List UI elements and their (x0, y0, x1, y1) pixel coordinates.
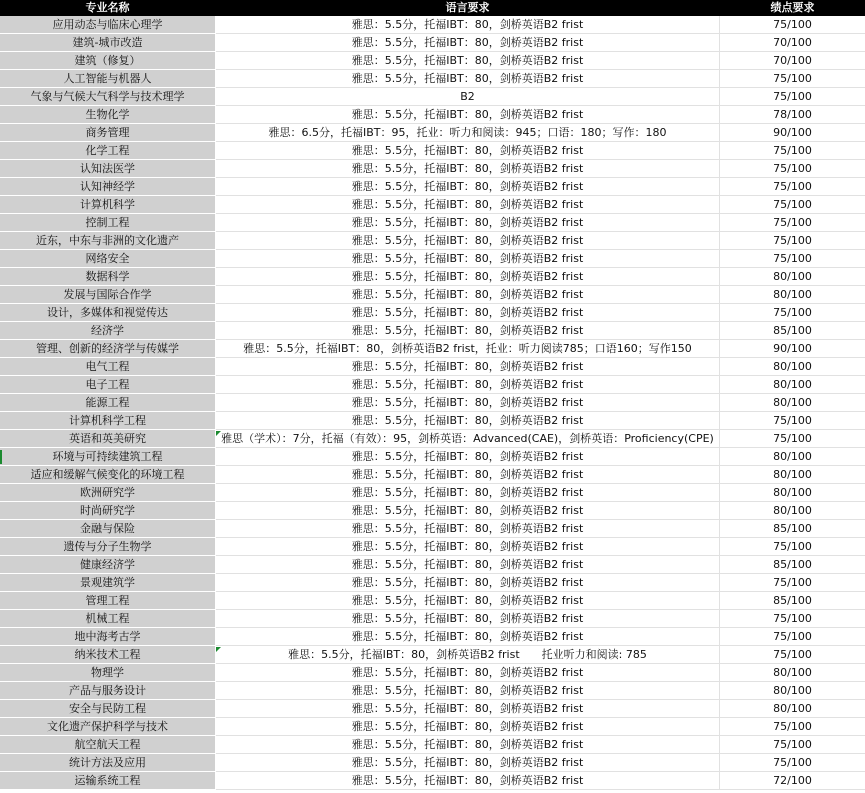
gpa-requirement-cell[interactable]: 75/100 (720, 430, 865, 448)
language-requirement-cell[interactable]: 雅思：5.5分，托福IBT：80，剑桥英语B2 frist (216, 250, 720, 268)
table-row (0, 34, 865, 52)
language-requirement-cell[interactable]: 雅思（学术）：7分，托福（有效）：95，剑桥英语：Advanced(CAE)，剑桥英语：Proficiency(CPE) (216, 430, 720, 448)
table-row (0, 556, 865, 574)
major-name-cell[interactable]: 安全与民防工程 (0, 700, 216, 718)
gpa-requirement-cell[interactable]: 75/100 (720, 538, 865, 556)
gpa-requirement-cell[interactable]: 75/100 (720, 628, 865, 646)
table-row (0, 538, 865, 556)
row-selection-marker (0, 450, 2, 464)
major-name-cell[interactable]: 文化遗产保护科学与技术 (0, 718, 216, 736)
comment-indicator-icon (216, 647, 221, 652)
major-name-cell[interactable]: 网络安全 (0, 250, 216, 268)
gpa-requirement-cell[interactable]: 80/100 (720, 268, 865, 286)
language-requirement-cell[interactable]: 雅思：5.5分，托福IBT：80，剑桥英语B2 frist (216, 178, 720, 196)
gpa-requirement-cell[interactable]: 80/100 (720, 682, 865, 700)
gpa-requirement-cell[interactable]: 75/100 (720, 232, 865, 250)
major-name-cell[interactable]: 管理、创新的经济学与传媒学 (0, 340, 216, 358)
table-row (0, 322, 865, 340)
language-requirement-cell[interactable]: 雅思：5.5分，托福IBT：80，剑桥英语B2 frist (216, 106, 720, 124)
language-requirement-cell[interactable]: 雅思：5.5分，托福IBT：80，剑桥英语B2 frist (216, 52, 720, 70)
table-row (0, 610, 865, 628)
gpa-requirement-cell[interactable]: 78/100 (720, 106, 865, 124)
table-row (0, 16, 865, 34)
gpa-requirement-cell[interactable]: 80/100 (720, 286, 865, 304)
major-name-cell[interactable]: 气象与气候大气科学与技术理学 (0, 88, 216, 106)
language-requirement-cell[interactable]: 雅思：5.5分，托福IBT：80，剑桥英语B2 frist (216, 16, 720, 34)
gpa-requirement-cell[interactable]: 75/100 (720, 736, 865, 754)
gpa-requirement-cell[interactable]: 85/100 (720, 556, 865, 574)
gpa-requirement-cell[interactable]: 80/100 (720, 376, 865, 394)
major-name-cell[interactable]: 遗传与分子生物学 (0, 538, 216, 556)
gpa-requirement-cell[interactable]: 85/100 (720, 322, 865, 340)
table-row (0, 520, 865, 538)
language-requirement-cell[interactable]: 雅思：5.5分，托福IBT：80，剑桥英语B2 frist (216, 34, 720, 52)
table-row (0, 124, 865, 142)
gpa-requirement-cell[interactable]: 80/100 (720, 448, 865, 466)
language-requirement-cell[interactable]: 雅思：5.5分，托福IBT：80，剑桥英语B2 frist，托业：听力阅读785；口语160；写作150 (216, 340, 720, 358)
table-row (0, 268, 865, 286)
major-name-cell[interactable]: 建筑-城市改造 (0, 34, 216, 52)
major-name-cell[interactable]: 环境与可持续建筑工程 (0, 448, 216, 466)
table-row (0, 250, 865, 268)
major-name-cell[interactable]: 纳米技术工程 (0, 646, 216, 664)
language-requirement-cell[interactable]: 雅思：5.5分，托福IBT：80，剑桥英语B2 frist (216, 268, 720, 286)
language-requirement-cell[interactable]: 雅思：5.5分，托福IBT：80，剑桥英语B2 frist (216, 682, 720, 700)
major-name-cell[interactable]: 认知神经学 (0, 178, 216, 196)
gpa-requirement-cell[interactable]: 80/100 (720, 484, 865, 502)
major-name-cell[interactable]: 机械工程 (0, 610, 216, 628)
language-requirement-cell[interactable]: 雅思：5.5分，托福IBT：80，剑桥英语B2 frist (216, 484, 720, 502)
major-name-cell[interactable]: 计算机科学 (0, 196, 216, 214)
gpa-requirement-cell[interactable]: 75/100 (720, 142, 865, 160)
language-requirement-cell[interactable]: 雅思：5.5分，托福IBT：80，剑桥英语B2 frist (216, 376, 720, 394)
language-requirement-cell[interactable]: 雅思：5.5分，托福IBT：80，剑桥英语B2 frist (216, 574, 720, 592)
table-row (0, 448, 865, 466)
table-row (0, 754, 865, 772)
table-row (0, 178, 865, 196)
language-requirement-cell[interactable]: 雅思：5.5分，托福IBT：80，剑桥英语B2 frist (216, 736, 720, 754)
language-requirement-cell[interactable]: 雅思：5.5分，托福IBT：80，剑桥英语B2 frist (216, 772, 720, 790)
gpa-requirement-cell[interactable]: 70/100 (720, 34, 865, 52)
language-requirement-cell[interactable]: 雅思：5.5分，托福IBT：80，剑桥英语B2 frist (216, 304, 720, 322)
gpa-requirement-cell[interactable]: 75/100 (720, 214, 865, 232)
major-name-cell[interactable]: 建筑（修复） (0, 52, 216, 70)
header-row (0, 0, 865, 16)
language-requirement-cell[interactable]: 雅思：5.5分，托福IBT：80，剑桥英语B2 frist (216, 700, 720, 718)
gpa-requirement-cell[interactable]: 75/100 (720, 718, 865, 736)
major-name-cell[interactable]: 运输系统工程 (0, 772, 216, 790)
major-name-cell[interactable]: 管理工程 (0, 592, 216, 610)
table-row (0, 430, 865, 448)
major-name-cell[interactable]: 商务管理 (0, 124, 216, 142)
major-name-cell[interactable]: 健康经济学 (0, 556, 216, 574)
language-requirement-cell[interactable]: 雅思：5.5分，托福IBT：80，剑桥英语B2 frist (216, 502, 720, 520)
major-name-cell[interactable]: 时尚研究学 (0, 502, 216, 520)
gpa-requirement-cell[interactable]: 80/100 (720, 466, 865, 484)
header-name[interactable]: 专业名称 (0, 0, 216, 16)
gpa-requirement-cell[interactable]: 75/100 (720, 88, 865, 106)
table-row (0, 412, 865, 430)
major-name-cell[interactable]: 物理学 (0, 664, 216, 682)
gpa-requirement-cell[interactable]: 75/100 (720, 160, 865, 178)
table-row (0, 106, 865, 124)
gpa-requirement-cell[interactable]: 75/100 (720, 196, 865, 214)
gpa-requirement-cell[interactable]: 75/100 (720, 70, 865, 88)
gpa-requirement-cell[interactable]: 75/100 (720, 574, 865, 592)
gpa-requirement-cell[interactable]: 80/100 (720, 502, 865, 520)
major-name-cell[interactable]: 计算机科学工程 (0, 412, 216, 430)
gpa-requirement-cell[interactable]: 75/100 (720, 178, 865, 196)
major-name-cell[interactable]: 地中海考古学 (0, 628, 216, 646)
major-name-cell[interactable]: 电气工程 (0, 358, 216, 376)
major-name-cell[interactable]: 英语和英美研究 (0, 430, 216, 448)
table-row (0, 88, 865, 106)
major-name-cell[interactable]: 生物化学 (0, 106, 216, 124)
major-name-cell[interactable]: 认知法医学 (0, 160, 216, 178)
major-name-cell[interactable]: 应用动态与临床心理学 (0, 16, 216, 34)
gpa-requirement-cell[interactable]: 80/100 (720, 358, 865, 376)
language-requirement-cell[interactable]: 雅思：5.5分，托福IBT：80，剑桥英语B2 frist (216, 160, 720, 178)
header-language[interactable]: 语言要求 (216, 0, 720, 16)
major-name-cell[interactable]: 人工智能与机器人 (0, 70, 216, 88)
major-name-cell[interactable]: 统计方法及应用 (0, 754, 216, 772)
language-requirement-cell[interactable]: 雅思：5.5分，托福IBT：80，剑桥英语B2 frist 托业听力和阅读: 785 (216, 646, 720, 664)
table-row (0, 214, 865, 232)
table-row (0, 736, 865, 754)
table-body (0, 16, 865, 790)
major-name-cell[interactable]: 控制工程 (0, 214, 216, 232)
language-requirement-cell[interactable]: 雅思：5.5分，托福IBT：80，剑桥英语B2 frist (216, 142, 720, 160)
table-row (0, 142, 865, 160)
major-name-cell[interactable]: 能源工程 (0, 394, 216, 412)
table-row (0, 574, 865, 592)
table-row (0, 358, 865, 376)
major-name-cell[interactable]: 发展与国际合作学 (0, 286, 216, 304)
language-requirement-cell[interactable]: 雅思：5.5分，托福IBT：80，剑桥英语B2 frist (216, 412, 720, 430)
gpa-requirement-cell[interactable]: 70/100 (720, 52, 865, 70)
major-name-cell[interactable]: 设计，多媒体和视觉传达 (0, 304, 216, 322)
gpa-requirement-cell[interactable]: 75/100 (720, 412, 865, 430)
table-row (0, 700, 865, 718)
gpa-requirement-cell[interactable]: 72/100 (720, 772, 865, 790)
table-row (0, 502, 865, 520)
table-row (0, 160, 865, 178)
language-requirement-cell[interactable]: 雅思：5.5分，托福IBT：80，剑桥英语B2 frist (216, 520, 720, 538)
table-row (0, 70, 865, 88)
major-name-cell[interactable]: 化学工程 (0, 142, 216, 160)
table-row (0, 664, 865, 682)
header-gpa[interactable]: 绩点要求 (720, 0, 865, 16)
language-requirement-cell[interactable]: B2 (216, 88, 720, 106)
gpa-requirement-cell[interactable]: 80/100 (720, 664, 865, 682)
table-row (0, 232, 865, 250)
major-name-cell[interactable]: 产品与服务设计 (0, 682, 216, 700)
gpa-requirement-cell[interactable]: 80/100 (720, 700, 865, 718)
table-row (0, 682, 865, 700)
language-requirement-cell[interactable]: 雅思：5.5分，托福IBT：80，剑桥英语B2 frist (216, 628, 720, 646)
language-requirement-cell[interactable]: 雅思：5.5分，托福IBT：80，剑桥英语B2 frist (216, 664, 720, 682)
major-name-cell[interactable]: 适应和缓解气候变化的环境工程 (0, 466, 216, 484)
major-name-cell[interactable]: 电子工程 (0, 376, 216, 394)
table-row (0, 394, 865, 412)
table-row (0, 646, 865, 664)
language-requirement-cell[interactable]: 雅思：5.5分，托福IBT：80，剑桥英语B2 frist (216, 718, 720, 736)
gpa-requirement-cell[interactable]: 75/100 (720, 610, 865, 628)
language-requirement-cell[interactable]: 雅思：5.5分，托福IBT：80，剑桥英语B2 frist (216, 70, 720, 88)
major-name-cell[interactable]: 数据科学 (0, 268, 216, 286)
language-requirement-cell[interactable]: 雅思：5.5分，托福IBT：80，剑桥英语B2 frist (216, 538, 720, 556)
language-requirement-cell[interactable]: 雅思：5.5分，托福IBT：80，剑桥英语B2 frist (216, 358, 720, 376)
language-requirement-cell[interactable]: 雅思：5.5分，托福IBT：80，剑桥英语B2 frist (216, 286, 720, 304)
language-requirement-cell[interactable]: 雅思：5.5分，托福IBT：80，剑桥英语B2 frist (216, 448, 720, 466)
language-requirement-cell[interactable]: 雅思：5.5分，托福IBT：80，剑桥英语B2 frist (216, 610, 720, 628)
gpa-requirement-cell[interactable]: 85/100 (720, 592, 865, 610)
major-name-cell[interactable]: 金融与保险 (0, 520, 216, 538)
table-row (0, 340, 865, 358)
table-row (0, 592, 865, 610)
gpa-requirement-cell[interactable]: 75/100 (720, 754, 865, 772)
table-row (0, 718, 865, 736)
comment-indicator-icon (216, 431, 221, 436)
gpa-requirement-cell[interactable]: 75/100 (720, 250, 865, 268)
major-name-cell[interactable]: 欧洲研究学 (0, 484, 216, 502)
major-name-cell[interactable]: 近东，中东与非洲的文化遗产 (0, 232, 216, 250)
language-requirement-cell[interactable]: 雅思：5.5分，托福IBT：80，剑桥英语B2 frist (216, 394, 720, 412)
table-row (0, 376, 865, 394)
table-row (0, 484, 865, 502)
table-row (0, 304, 865, 322)
language-requirement-cell[interactable]: 雅思：5.5分，托福IBT：80，剑桥英语B2 frist (216, 754, 720, 772)
language-requirement-cell[interactable]: 雅思：5.5分，托福IBT：80，剑桥英语B2 frist (216, 466, 720, 484)
major-name-cell[interactable]: 航空航天工程 (0, 736, 216, 754)
gpa-requirement-cell[interactable]: 90/100 (720, 124, 865, 142)
table-row (0, 286, 865, 304)
gpa-requirement-cell[interactable]: 75/100 (720, 304, 865, 322)
language-requirement-cell[interactable]: 雅思：5.5分，托福IBT：80，剑桥英语B2 frist (216, 196, 720, 214)
gpa-requirement-cell[interactable]: 85/100 (720, 520, 865, 538)
language-requirement-cell[interactable]: 雅思：5.5分，托福IBT：80，剑桥英语B2 frist (216, 322, 720, 340)
table-row (0, 466, 865, 484)
table-row (0, 196, 865, 214)
language-requirement-cell[interactable]: 雅思：5.5分，托福IBT：80，剑桥英语B2 frist (216, 592, 720, 610)
gpa-requirement-cell[interactable]: 90/100 (720, 340, 865, 358)
gpa-requirement-cell[interactable]: 75/100 (720, 646, 865, 664)
table-row (0, 772, 865, 790)
language-requirement-cell[interactable]: 雅思：6.5分，托福IBT：95，托业：听力和阅读：945；口语：180；写作：180 (216, 124, 720, 142)
table-row (0, 52, 865, 70)
gpa-requirement-cell[interactable]: 80/100 (720, 394, 865, 412)
language-requirement-cell[interactable]: 雅思：5.5分，托福IBT：80，剑桥英语B2 frist (216, 232, 720, 250)
language-requirement-cell[interactable]: 雅思：5.5分，托福IBT：80，剑桥英语B2 frist (216, 214, 720, 232)
major-name-cell[interactable]: 经济学 (0, 322, 216, 340)
gpa-requirement-cell[interactable]: 75/100 (720, 16, 865, 34)
language-requirement-cell[interactable]: 雅思：5.5分，托福IBT：80，剑桥英语B2 frist (216, 556, 720, 574)
table-row (0, 628, 865, 646)
major-name-cell[interactable]: 景观建筑学 (0, 574, 216, 592)
